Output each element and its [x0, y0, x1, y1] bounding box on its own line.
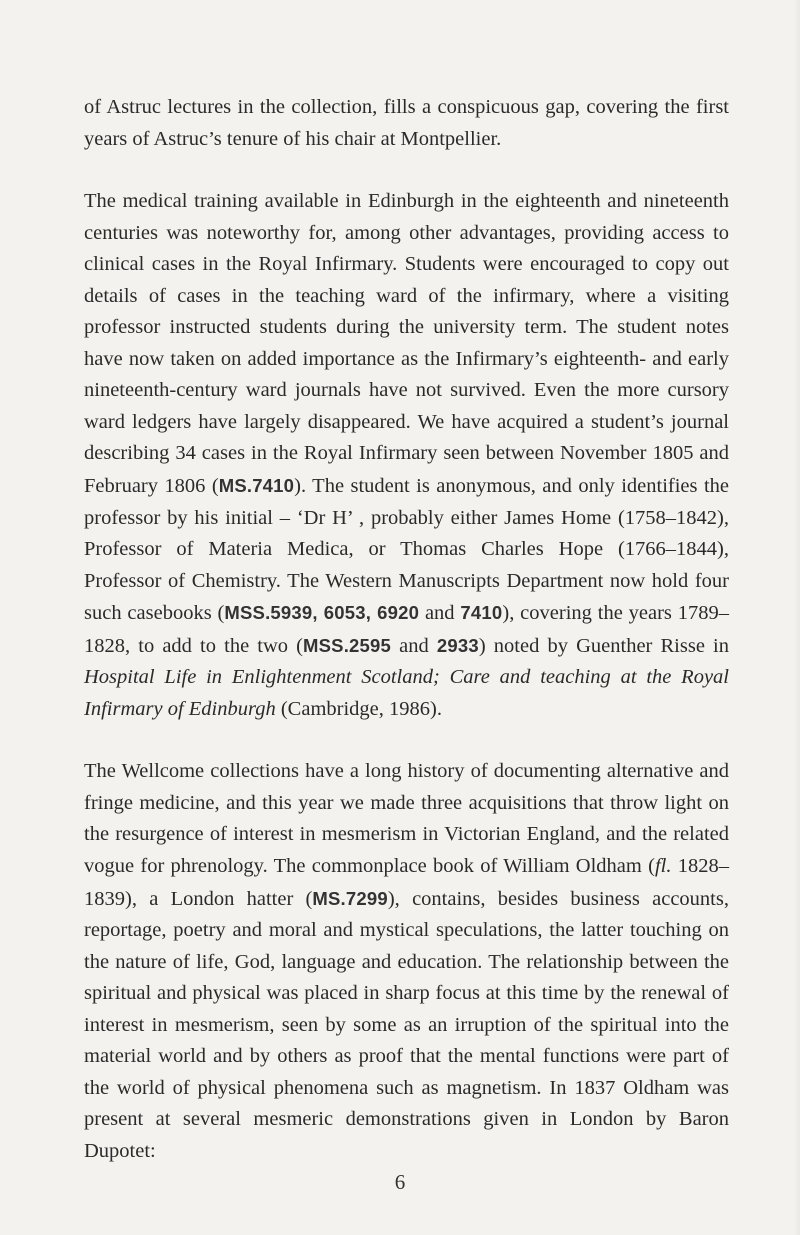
paragraph-wellcome — [84, 756, 729, 1167]
manuscript-ref: 7410 — [460, 602, 503, 624]
italic-text: fl. — [654, 855, 672, 878]
page-number: 6 — [394, 1170, 406, 1194]
text-run: ) noted by Guenther Risse in — [478, 634, 729, 657]
manuscript-ref: 2933 — [436, 634, 479, 656]
manuscript-ref: MS.7410 — [218, 475, 295, 497]
text-run: ), covering the years 1789–1828, to add to the two ( — [84, 602, 730, 657]
text-run: ), contains, besides business accounts, reportage, poetry and moral and mystical speculations, the latter touching on the nature of life, God, language and education. The relationship between the spiritual and physical was placed in sharp focus at this time by the renewal of interest in mesmerism, seen by some as an irruption of the spiritual into the material world and by others as proof that the mental functions were part of the world of physical phenomena such as magnetism. In 1837 Oldham was present at several mesmeric demonstrations given in London by Baron Dupotet: — [84, 887, 729, 1162]
text-run: 1828–1839), a London hatter ( — [84, 855, 729, 910]
text-run: ). The student is anonymous, and only identifies the professor by his initial – ‘Dr H’ , probably either James Home (1758–1842), Professor of Materia Medica, or Thomas Charles Hope (1766–1844), Professor of Chemistry. The Western Manuscripts Department now hold four such casebooks ( — [84, 475, 729, 625]
paragraph-astruc — [84, 92, 729, 155]
page-edge — [794, 0, 800, 1235]
text-run: (Cambridge, 1986). — [275, 697, 442, 720]
manuscript-ref: MSS.5939, 6053, 6920 — [224, 602, 420, 624]
text-run: and — [419, 602, 461, 625]
text-run: and — [391, 634, 437, 657]
text-run: The medical training available in Edinburgh in the eighteenth and nineteenth centuries was noteworthy for, among other advantages, providing access to clinical cases in the Royal Infirmary. Students were encouraged to copy out details of cases in the teaching ward of the infirmary, where a visiting professor instructed students during the university term. The student notes have now taken on added importance as the Infirmary’s eighteenth- and early nineteenth-century ward journals have not survived. Even the more cursory ward ledgers have largely disappeared. We have acquired a student’s journal describing 34 cases in the Royal Infirmary seen between November 1805 and February 1806 ( — [84, 190, 729, 498]
italic-text: Hospital Life in Enlightenment Scotland; Care and teaching at the Royal Infirmary of Edinburgh — [84, 666, 729, 720]
paragraph-edinburgh — [84, 186, 729, 725]
manuscript-ref: MSS.2595 — [303, 634, 392, 656]
text-run: The Wellcome collections have a long history of documenting alternative and fringe medicine, and this year we made three acquisitions that throw light on the resurgence of interest in mesmerism in Victorian England, and the related vogue for phrenology. The commonplace book of William Oldham ( — [84, 760, 729, 878]
page-body — [84, 92, 729, 1168]
manuscript-ref: MS.7299 — [312, 887, 388, 909]
text-run: of Astruc lectures in the collection, fills a conspicuous gap, covering the first years of Astruc’s tenure of his chair at Montpellier. — [84, 96, 729, 150]
